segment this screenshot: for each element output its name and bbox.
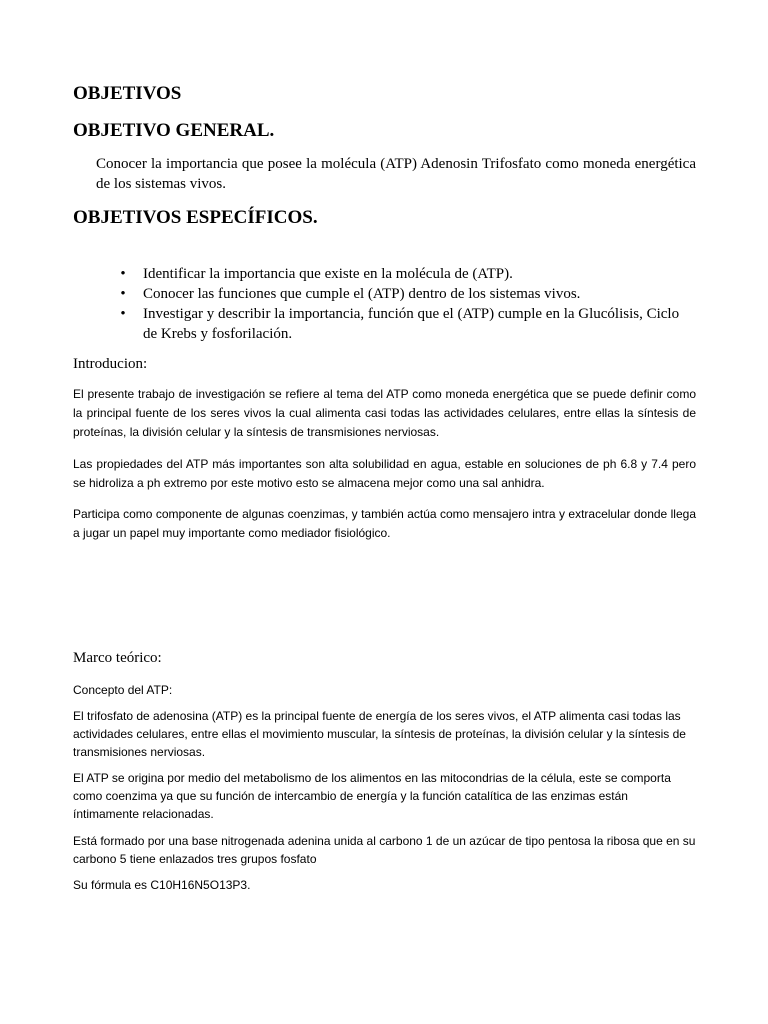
bullet-icon: •	[120, 306, 126, 322]
bullet-icon: •	[120, 266, 126, 282]
objetivos-especificos-list	[96, 264, 696, 344]
objetivo-general-text: Conocer la importancia que posee la molécula (ATP) Adenosin Trifosfato como moneda energética de los sistemas vivos.	[96, 156, 696, 192]
intro-paragraph: Las propiedades del ATP más importantes son alta solubilidad en agua, estable en soluciones de ph 6.8 y 7.4 pero se hidroliza a ph extremo por este motivo esto se almacena mejor como una sal anhidra.	[73, 457, 696, 490]
list-item-text: Identificar la importancia que existe en la molécula de (ATP).	[143, 266, 513, 282]
marco-paragraph: El ATP se origina por medio del metabolismo de los alimentos en las mitocondrias de la célula, este se comporta como coenzima ya que su función de intercambio de energía y la función catalítica de las enzimas están íntimamente relacionadas.	[73, 771, 671, 821]
concepto-atp-label: Concepto del ATP:	[73, 683, 173, 697]
marco-paragraph: Está formado por una base nitrogenada adenina unida al carbono 1 de un azúcar de tipo pentosa la ribosa que en su carbono 5 tiene enlazados tres grupos fosfato	[73, 834, 696, 866]
heading-objetivo-general: OBJETIVO GENERAL.	[73, 120, 275, 141]
list-item	[96, 284, 696, 304]
intro-paragraph: Participa como componente de algunas coenzimas, y también actúa como mensajero intra y extracelular donde llega a jugar un papel muy importante como mediador fisiológico.	[73, 507, 696, 540]
list-item-text: Investigar y describir la importancia, función que el (ATP) cumple en la Glucólisis, Ciclo de Krebs y fosforilación.	[143, 306, 680, 342]
heading-objetivos-especificos: OBJETIVOS ESPECÍFICOS.	[73, 207, 318, 228]
list-item	[96, 264, 696, 284]
marco-teorico-label: Marco teórico:	[73, 650, 162, 666]
intro-paragraph: El presente trabajo de investigación se refiere al tema del ATP como moneda energética que se puede definir como la principal fuente de los seres vivos la cual alimenta casi todas las actividades celulares, entre ellas la síntesis de proteínas, la división celular y la síntesis de transmisiones nerviosas.	[73, 387, 696, 439]
heading-objetivos: OBJETIVOS	[73, 83, 182, 104]
list-item-text: Conocer las funciones que cumple el (ATP) dentro de los sistemas vivos.	[143, 286, 581, 302]
bullet-icon: •	[120, 286, 126, 302]
introduccion-label: Introducion:	[73, 356, 148, 372]
formula-text: Su fórmula es C10H16N5O13P3.	[73, 878, 251, 892]
list-item	[96, 304, 696, 344]
marco-paragraph: El trifosfato de adenosina (ATP) es la principal fuente de energía de los seres vivos, el ATP alimenta casi todas las actividades celulares, entre ellas el movimiento muscular, la síntesis de proteínas, la división celular y la síntesis de transmisiones nerviosas.	[73, 709, 686, 759]
